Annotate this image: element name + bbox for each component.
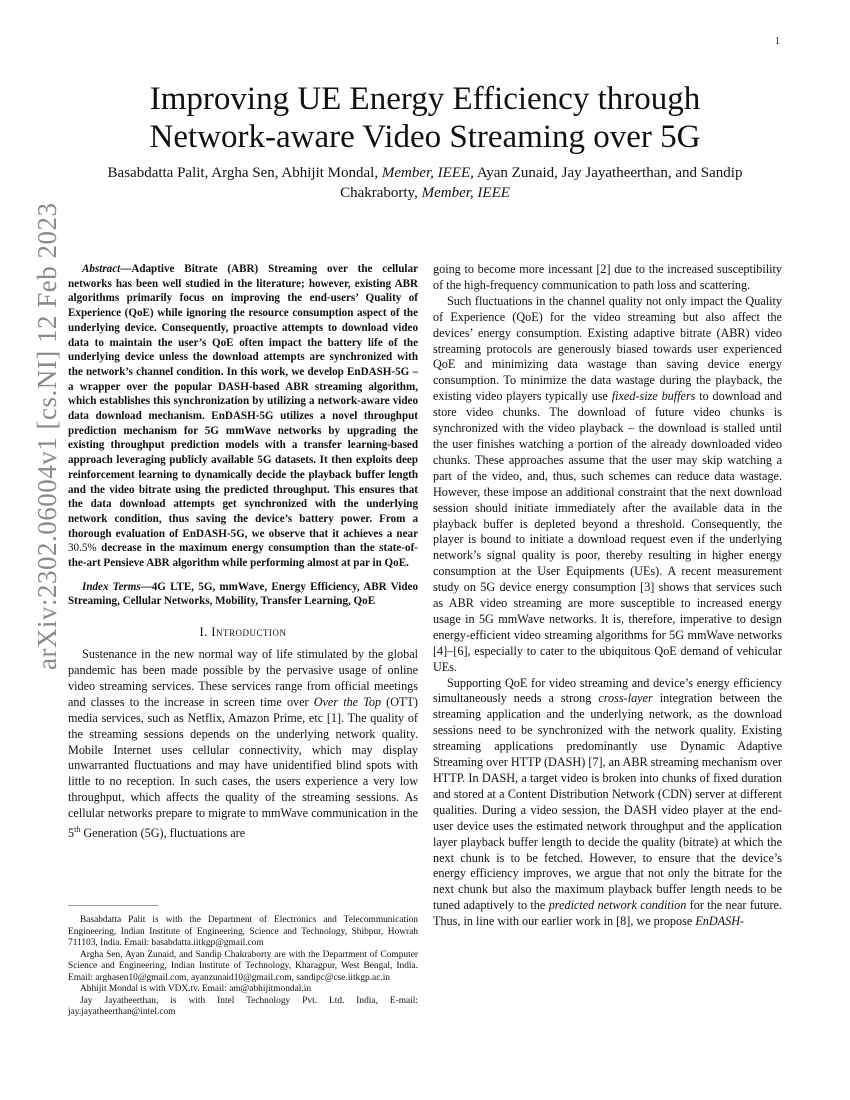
footnote: Basabdatta Palit is with the Department of Electronics and Telecommunication Engineering, Indian Institute of Engineering, Science and Technology, Shibpur, Howrah 711103, India. Email: basabdatta.iitkgp@gmail.com (68, 915, 418, 948)
footnote: Argha Sen, Ayan Zunaid, and Sandip Chakraborty are with the Department of Computer Science and Engineering, Indian Institute of Technology, Kharagpur, West Bengal, India. Email: arghasen10@gmail.com, ayanzunaid10@gmail.com, sandipc@cse.iitkgp.ac.in (68, 949, 418, 983)
authors-text: Chakraborty, (340, 185, 422, 201)
paragraph-text: Such fluctuations in the channel quality not only impact the Quality of Experience (QoE) for the video streaming but also affect the devices’ energy consumption. Existing adaptive bitrate (ABR) video streaming protocols are generously biased towards user experienced QoE and minimizing data wastage than saving device energy consumption. To minimize the data wastage during the playback, the existing video players typically use (433, 293, 782, 404)
paragraph-text: Generation (5G), fluctuations are (80, 826, 246, 841)
index-terms-text: —4G LTE, 5G, mmWave, Energy Efficiency, ABR Video Streaming, Cellular Networks, Mobility, Transfer Learning, QoE (68, 580, 418, 608)
footnote: Jay Jayatheerthan, is with Intel Technology Pvt. Ltd. India, E-mail: jay.jayatheerthan@intel.com (68, 995, 418, 1017)
paragraph (433, 294, 782, 676)
abstract-text-end: decrease in the maximum energy consumption than the state-of-the-art Pensieve ABR algorithm while performing almost at par in QoE. (68, 542, 418, 570)
paragraph-text: Supporting QoE for video streaming and device’s energy efficiency simultaneously needs a strong (433, 675, 782, 706)
title-line-1: Improving UE Energy Efficiency through (149, 81, 701, 117)
section-number: I. (199, 625, 212, 640)
section-title: Introduction (211, 625, 287, 640)
index-terms (68, 580, 418, 609)
title-line-2: Network-aware Video Streaming over 5G (149, 119, 701, 155)
author-membership: Member, IEEE (421, 185, 510, 201)
emphasis-text: Over the Top (313, 694, 382, 709)
authors-text: Ayan Zunaid, Jay Jayatheerthan, and Sandip (473, 165, 743, 181)
paragraph-text: integration between the streaming application and the underlying network, as the download sessions need to be synchronized with the network quality. Existing streaming applications predominantly use Dynamic Adaptive Streaming over HTTP (DASH) [7], an ABR streaming mechanism over HTTP. In DASH, a target video is broken into chunks of fixed duration and stored at a Content Distribution Network (CDN) server at different qualities. During a video session, the DASH video player at the end-user device uses the estimated network throughput and the application layer playback buffer length to decide the quality (bitrate) at which the next chunk is to be fetched. However, to ensure that the device’s energy efficiency improves, we argue that not only the bitrate for the next chunk but also the maximum playback buffer length needs to be tuned adaptively to the (433, 691, 782, 913)
paragraph-continued: going to become more incessant [2] due to the increased susceptibility of the high-frequency communication to path loss and scattering. (433, 262, 782, 292)
paragraph (433, 676, 782, 931)
arxiv-identifier[interactable]: arXiv:2302.06004v1 [cs.NI] 12 Feb 2023 (32, 202, 62, 670)
paragraph-text: (OTT) media services, such as Netflix, Amazon Prime, etc [1]. The quality of the streaming sessions depends on the underlying network quality. Mobile Internet uses cellular connectivity, which may display unwarranted fluctuations and may have unidentified blind spots with little to no reception. In such cases, the users experience a very low throughput, which affects the quality of the streaming sessions. As cellular networks prepare to migrate to mmWave communication in the 5 (68, 694, 418, 841)
author-list (80, 163, 770, 203)
footnotes (68, 915, 418, 1019)
arxiv-stamp (26, 202, 66, 670)
authors-line-2 (80, 183, 770, 203)
abstract-text: —Adaptive Bitrate (ABR) Streaming over the cellular networks has been well studied in the literature; however, existing ABR algorithms primarily focus on improving the end-users’ Quality of Experience (QoE) while ignoring the resource consumption aspect of the underlying device. Consequently, proactive attempts to download video data to maintain the user’s QoE often impact the battery life of the underlying device unless the download attempts are synchronized with the network’s channel condition. In this work, we develop EnDASH-5G – a wrapper over the popular DASH-based ABR streaming algorithm, which establishes this synchronization by utilizing a network-aware video data download mechanism. EnDASH-5G utilizes a novel throughput prediction mechanism for 5G mmWave networks by upgrading the existing throughput prediction models with a transfer learning-based approach leveraging publicly available 5G datasets. It then exploits deep reinforcement learning to dynamically decide the playback buffer length and the video bitrate using the predicted throughput. This ensures that the data download attempts get synchronized with the underlying network condition, thus saving the device’s battery power. From a thorough evaluation of EnDASH-5G, we observe that it achieves a near (68, 263, 418, 540)
emphasis-text: fixed-size buffers (611, 389, 696, 404)
emphasis-text: predicted network condition (548, 898, 687, 913)
authors-line-1 (80, 163, 770, 183)
footnote: Abhijit Mondal is with VDX.tv. Email: am@abhijitmondal.in (80, 984, 312, 994)
superscript: th (74, 825, 81, 835)
index-terms-label: Index Terms (82, 580, 141, 593)
abstract-label: Abstract (82, 263, 121, 275)
author-membership: Member, IEEE, (381, 165, 474, 181)
right-column (433, 262, 782, 930)
left-column (68, 262, 418, 842)
footnote-rule (68, 905, 158, 906)
emphasis-text: cross-layer (598, 691, 653, 706)
authors-text: Basabdatta Palit, Argha Sen, Abhijit Mondal, (107, 165, 382, 181)
intro-paragraph (68, 647, 418, 842)
page-number: 1 (775, 36, 780, 47)
paragraph-text: for the near future. Thus, in line with our earlier work in [8], we propose (433, 898, 783, 929)
paragraph-text: Sustenance in the new normal way of life stimulated by the global pandemic has been made possible by the pervasive usage of online video streaming services. These services range from official meetings and classes to the increase in screen time over (68, 647, 418, 709)
paper-title (60, 80, 790, 156)
abstract (68, 262, 418, 571)
emphasis-text: EnDASH- (695, 914, 745, 929)
abstract-percent: 30.5% (68, 542, 97, 555)
paragraph-text: to download and store video chunks. The download of future video chunks is synchronized with the video playback – the download is stalled until the user finishes watching a portion of the already downloaded video chunks. These approaches assume that the user may skip watching a part of the video, and, thus, such schemes can reduce data wastage. However, these impose an additional constraint that the next download session should initiate immediately after the available data in the playback buffer is depleted beyond a threshold. Consequently, the player is bound to initiate a download request even if the underlying network’s signal quality is poor, thereby resulting in higher energy consumption at the User Equipments (UEs). A recent measurement study on 5G device energy consumption [3] shows that services such as ABR video streaming are more susceptible to increased energy usage in 5G mmWave networks. It is, therefore, imperative to design energy-efficient video streaming algorithms for 5G mmWave networks [4]–[6], especially to cater to the ubiquitous QoE demand of vehicular UEs. (433, 389, 782, 674)
section-heading (68, 625, 418, 641)
